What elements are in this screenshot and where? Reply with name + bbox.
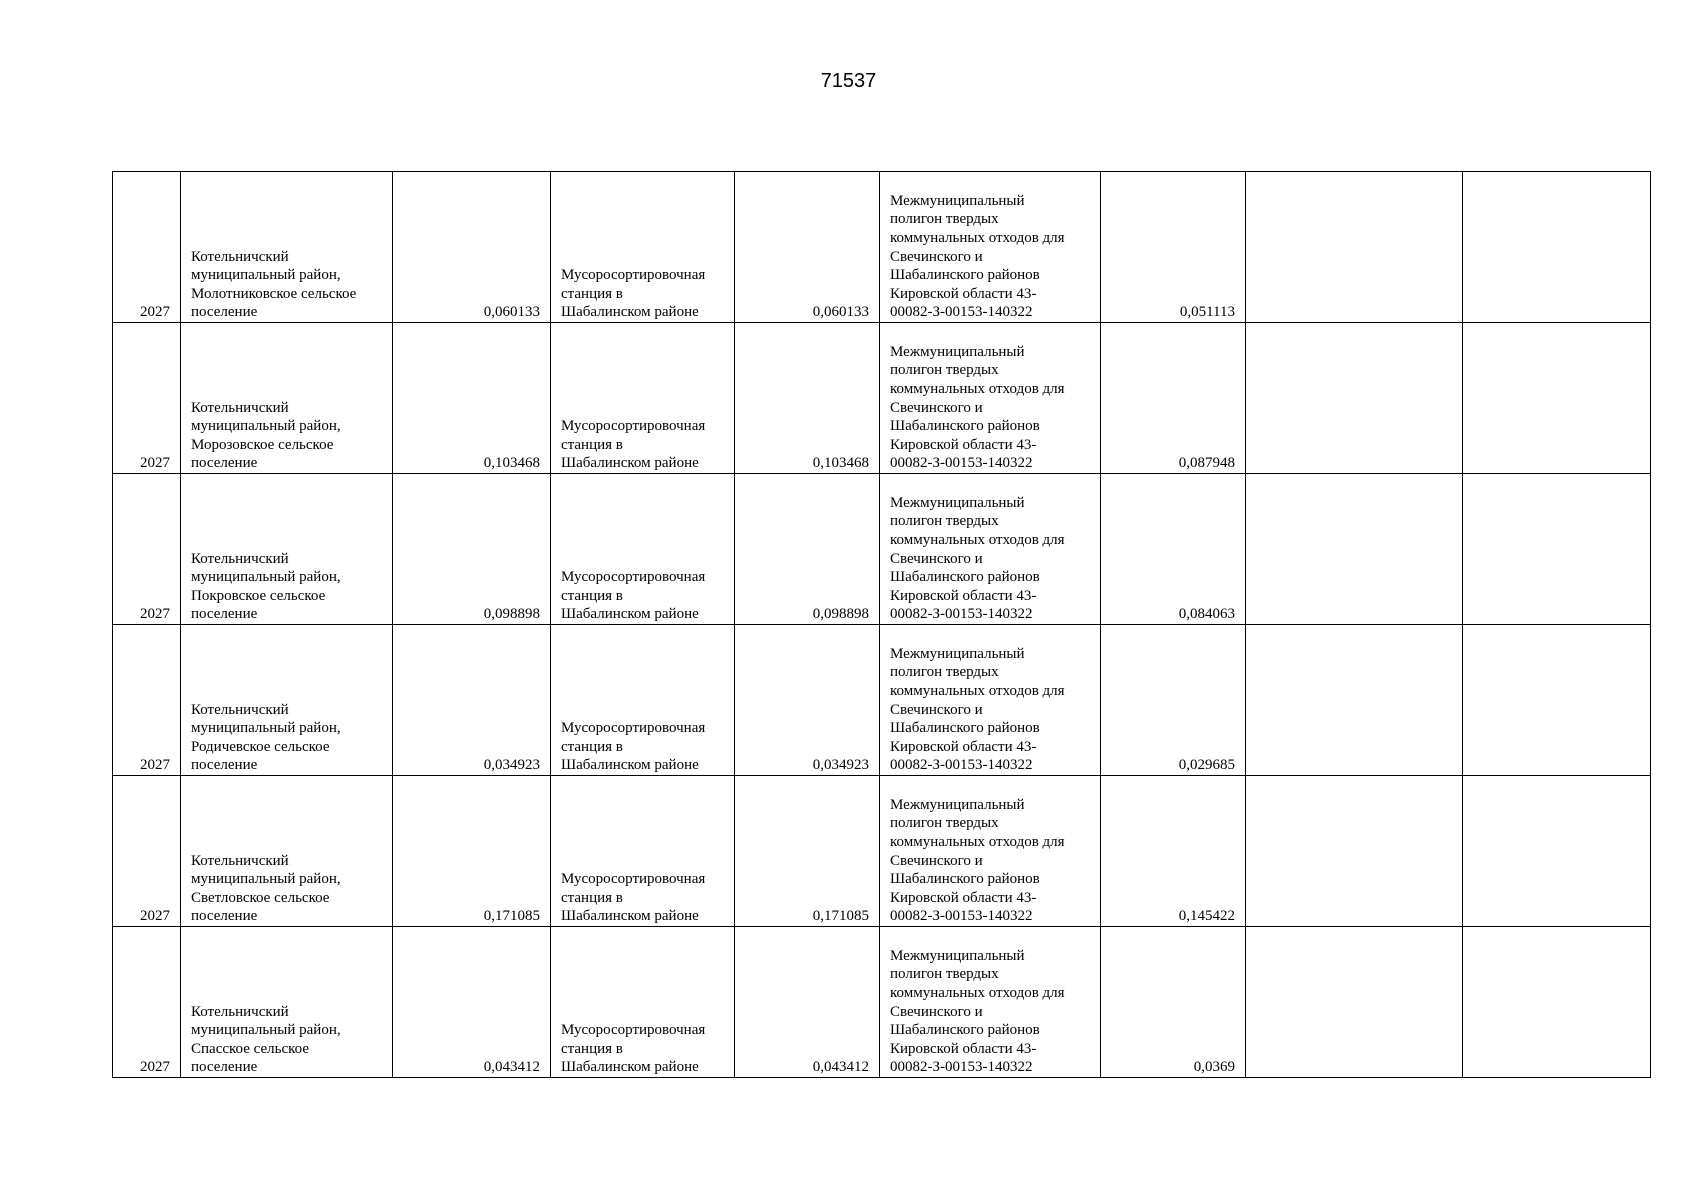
destination-cell-text: Межмуниципальный полигон твердых коммунальных отходов для Свечинского и Шабалинского районов Кировской области 43- 00082-З-00153-140322 (890, 494, 1065, 623)
source-cell (181, 474, 393, 625)
facility-mass-cell (735, 172, 880, 323)
destination-cell-text: Межмуниципальный полигон твердых коммунальных отходов для Свечинского и Шабалинского районов Кировской области 43- 00082-З-00153-140322 (890, 192, 1065, 321)
source-cell-text: Котельничский муниципальный район, Родичевское сельское поселение (191, 701, 341, 774)
year-cell-text: 2027 (140, 304, 170, 321)
empty-cell (1246, 927, 1463, 1078)
year-cell (113, 323, 181, 474)
destination-mass-cell-text: 0,0369 (1193, 1059, 1235, 1076)
source-cell-text: Котельничский муниципальный район, Светловское сельское поселение (191, 852, 341, 925)
destination-cell-text: Межмуниципальный полигон твердых коммунальных отходов для Свечинского и Шабалинского районов Кировской области 43- 00082-З-00153-140322 (890, 796, 1065, 925)
source-mass-cell-text: 0,043412 (483, 1059, 540, 1076)
facility-mass-cell (735, 776, 880, 927)
destination-cell (880, 474, 1101, 625)
empty-cell (1463, 776, 1651, 927)
destination-cell (880, 927, 1101, 1078)
facility-mass-cell-text: 0,043412 (812, 1059, 869, 1076)
empty-cell (1246, 776, 1463, 927)
facility-mass-cell-text: 0,171085 (812, 908, 869, 925)
facility-cell-text: Мусоросортировочная станция в Шабалинском районе (561, 871, 706, 925)
source-mass-cell-text: 0,171085 (483, 908, 540, 925)
source-mass-cell (393, 172, 551, 323)
source-cell-text: Котельничский муниципальный район, Спасское сельское поселение (191, 1003, 341, 1076)
source-cell (181, 927, 393, 1078)
facility-mass-cell (735, 625, 880, 776)
table-row (113, 776, 1651, 927)
facility-cell-text: Мусоросортировочная станция в Шабалинском районе (561, 1022, 706, 1076)
source-cell-text: Котельничский муниципальный район, Морозовское сельское поселение (191, 399, 341, 472)
table-body (113, 172, 1651, 1078)
year-cell (113, 776, 181, 927)
facility-cell (551, 323, 735, 474)
destination-cell (880, 776, 1101, 927)
facility-mass-cell (735, 323, 880, 474)
destination-mass-cell-text: 0,145422 (1178, 908, 1235, 925)
source-mass-cell (393, 776, 551, 927)
year-cell-text: 2027 (140, 606, 170, 623)
destination-mass-cell (1101, 323, 1246, 474)
facility-cell (551, 172, 735, 323)
source-mass-cell-text: 0,034923 (483, 757, 540, 774)
facility-mass-cell (735, 927, 880, 1078)
source-mass-cell-text: 0,098898 (483, 606, 540, 623)
facility-cell (551, 625, 735, 776)
source-cell-text: Котельничский муниципальный район, Молотниковское сельское поселение (191, 248, 357, 321)
empty-cell (1246, 323, 1463, 474)
table-row (113, 625, 1651, 776)
year-cell (113, 625, 181, 776)
source-cell (181, 625, 393, 776)
waste-flow-table (112, 171, 1651, 1078)
facility-cell (551, 776, 735, 927)
destination-mass-cell (1101, 625, 1246, 776)
destination-mass-cell (1101, 172, 1246, 323)
facility-mass-cell-text: 0,098898 (812, 606, 869, 623)
page-number: 71537 (820, 70, 877, 92)
empty-cell (1246, 625, 1463, 776)
source-mass-cell (393, 927, 551, 1078)
table-row (113, 927, 1651, 1078)
year-cell (113, 474, 181, 625)
facility-cell-text: Мусоросортировочная станция в Шабалинском районе (561, 418, 706, 472)
table-row (113, 474, 1651, 625)
destination-cell (880, 323, 1101, 474)
source-cell (181, 776, 393, 927)
facility-cell-text: Мусоросортировочная станция в Шабалинском районе (561, 569, 706, 623)
empty-cell (1463, 323, 1651, 474)
table-row (113, 323, 1651, 474)
empty-cell (1463, 625, 1651, 776)
facility-mass-cell-text: 0,034923 (812, 757, 869, 774)
empty-cell (1463, 172, 1651, 323)
source-mass-cell (393, 625, 551, 776)
destination-mass-cell (1101, 927, 1246, 1078)
source-cell-text: Котельничский муниципальный район, Покровское сельское поселение (191, 550, 341, 623)
source-mass-cell (393, 323, 551, 474)
destination-cell (880, 625, 1101, 776)
facility-cell (551, 927, 735, 1078)
empty-cell (1463, 474, 1651, 625)
destination-mass-cell-text: 0,029685 (1178, 757, 1235, 774)
destination-cell-text: Межмуниципальный полигон твердых коммунальных отходов для Свечинского и Шабалинского районов Кировской области 43- 00082-З-00153-140322 (890, 645, 1065, 774)
destination-cell-text: Межмуниципальный полигон твердых коммунальных отходов для Свечинского и Шабалинского районов Кировской области 43- 00082-З-00153-140322 (890, 343, 1065, 472)
table-row (113, 172, 1651, 323)
source-cell (181, 323, 393, 474)
destination-mass-cell-text: 0,087948 (1178, 455, 1235, 472)
year-cell (113, 927, 181, 1078)
year-cell-text: 2027 (140, 455, 170, 472)
year-cell-text: 2027 (140, 757, 170, 774)
year-cell-text: 2027 (140, 908, 170, 925)
destination-mass-cell-text: 0,051113 (1179, 304, 1235, 321)
year-cell (113, 172, 181, 323)
source-mass-cell-text: 0,103468 (483, 455, 540, 472)
facility-cell-text: Мусоросортировочная станция в Шабалинском районе (561, 267, 706, 321)
destination-mass-cell (1101, 474, 1246, 625)
destination-mass-cell-text: 0,084063 (1178, 606, 1235, 623)
source-mass-cell-text: 0,060133 (483, 304, 540, 321)
facility-mass-cell (735, 474, 880, 625)
empty-cell (1246, 172, 1463, 323)
facility-cell-text: Мусоросортировочная станция в Шабалинском районе (561, 720, 706, 774)
source-mass-cell (393, 474, 551, 625)
empty-cell (1246, 474, 1463, 625)
destination-cell-text: Межмуниципальный полигон твердых коммунальных отходов для Свечинского и Шабалинского районов Кировской области 43- 00082-З-00153-140322 (890, 947, 1065, 1076)
destination-cell (880, 172, 1101, 323)
facility-cell (551, 474, 735, 625)
source-cell (181, 172, 393, 323)
year-cell-text: 2027 (140, 1059, 170, 1076)
facility-mass-cell-text: 0,060133 (812, 304, 869, 321)
empty-cell (1463, 927, 1651, 1078)
destination-mass-cell (1101, 776, 1246, 927)
facility-mass-cell-text: 0,103468 (812, 455, 869, 472)
